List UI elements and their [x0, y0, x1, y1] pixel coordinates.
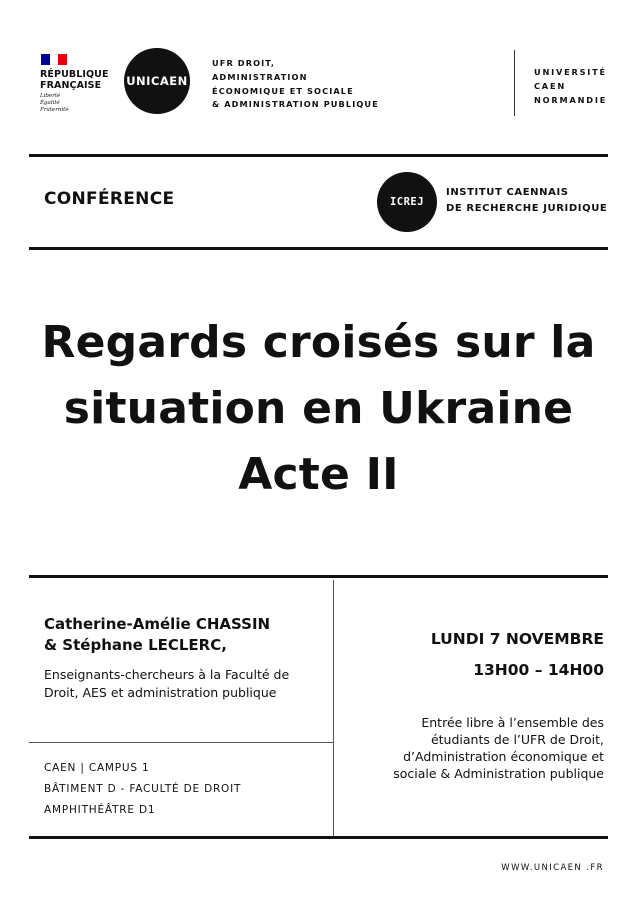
event-time: 13H00 – 14H00 [473, 661, 604, 679]
event-schedule [431, 624, 604, 686]
title-rule [29, 575, 608, 578]
republique-name: RÉPUBLIQUE FRANÇAISE [40, 69, 109, 91]
republique-motto: Liberté Égalité Fraternité [40, 93, 69, 113]
speaker-role: Enseignants-chercheurs à la Faculté de Droit, AES et administration publique [44, 667, 290, 700]
university-name: UNIVERSITÉ CAEN NORMANDIE [534, 67, 608, 105]
ufr-name: UFR DROIT, ADMINISTRATION ÉCONOMIQUE ET SOCIALE & ADMINISTRATION PUBLIQUE [212, 58, 379, 110]
event-date: LUNDI 7 NOVEMBRE [430, 630, 604, 648]
header-divider [514, 50, 515, 116]
website-link[interactable]: WWW.UNICAEN .FR [501, 863, 604, 873]
french-flag-icon [41, 54, 67, 65]
footer-rule [29, 836, 608, 839]
event-type: CONFÉRENCE [44, 189, 175, 209]
institute-name: INSTITUT CAENNAIS DE RECHERCHE JURIDIQUE [446, 187, 608, 214]
access-info: Entrée libre à l’ensemble des étudiants de l’UFR de Droit, d’Administration économique et sociale & Administration publique [393, 715, 604, 781]
republique-francaise-logo [40, 54, 120, 114]
location-rule [29, 742, 333, 743]
conference-title: Regards croisés sur la situation en Ukraine Acte II [41, 317, 596, 500]
conference-rule [29, 247, 608, 250]
event-location: CAEN | CAMPUS 1 BÂTIMENT D - FACULTÉ DE DROIT AMPHITHÉÂTRE D1 [44, 762, 242, 816]
details-divider [333, 580, 334, 836]
header-rule [29, 154, 608, 157]
speaker-names: Catherine-Amélie CHASSIN & Stéphane LECLERC, [44, 615, 271, 654]
icrej-logo: ICREJ [377, 172, 437, 232]
unicaen-logo: UNICAEN [124, 48, 190, 114]
